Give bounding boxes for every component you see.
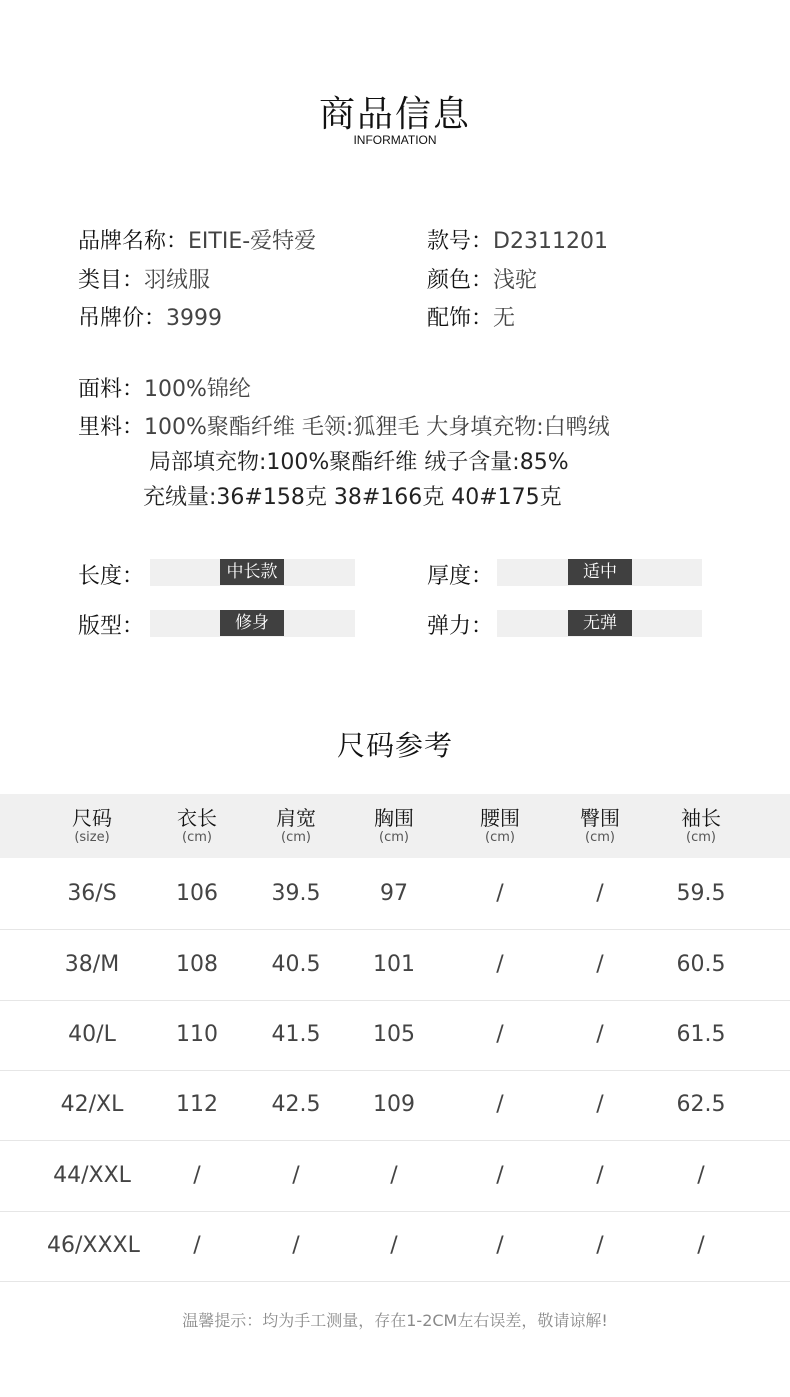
fit-label: 版型：	[78, 614, 145, 639]
size-table-header	[0, 794, 790, 858]
table-cell: 40.5	[271, 952, 321, 977]
table-cell: /	[292, 1233, 300, 1258]
page-subtitle: INFORMATION	[353, 133, 437, 147]
header-unit: (cm)	[379, 830, 409, 845]
table-cell: /	[596, 1092, 604, 1117]
color-value: 浅驼	[493, 268, 538, 293]
header-name: 腰围	[480, 806, 520, 830]
fabric-value: 100%锦纶	[144, 377, 251, 402]
size-chart-title: 尺码参考	[336, 729, 453, 762]
table-cell: 61.5	[676, 1022, 726, 1047]
table-cell: /	[496, 1233, 504, 1258]
table-cell: /	[496, 1163, 504, 1188]
table-row	[0, 859, 790, 930]
table-row	[0, 930, 790, 1001]
table-cell: 42/XL	[60, 1092, 124, 1117]
table-cell: /	[496, 881, 504, 906]
header-name: 肩宽	[276, 806, 316, 830]
table-cell: 39.5	[271, 881, 321, 906]
table-row	[0, 1070, 790, 1141]
lining-line-2: 局部填充物:100%聚酯纤维 绒子含量:85%	[149, 450, 569, 475]
table-cell: 59.5	[676, 881, 726, 906]
header-unit: (cm)	[281, 830, 311, 845]
category-value: 羽绒服	[144, 268, 211, 293]
price-label: 吊牌价：	[78, 306, 167, 331]
table-cell: 97	[380, 881, 408, 906]
header-sleeve	[656, 794, 746, 858]
table-cell: /	[697, 1163, 705, 1188]
header-size	[47, 794, 137, 858]
style-no-row	[427, 224, 608, 255]
header-unit: (size)	[74, 830, 110, 845]
brand-value: EITIE-爱特爱	[188, 229, 317, 254]
color-label: 颜色：	[427, 268, 494, 293]
page-title: 商品信息	[318, 94, 471, 135]
table-cell: 46/XXXL	[47, 1233, 140, 1258]
measurement-note: 温馨提示：均为手工测量，存在1-2CM左右误差，敬请谅解!	[182, 1311, 608, 1330]
lining-line-1: 100%聚酯纤维 毛领:狐狸毛 大身填充物:白鸭绒	[144, 415, 610, 440]
header-unit: (cm)	[485, 830, 515, 845]
accessory-row	[427, 301, 515, 332]
table-cell: /	[697, 1233, 705, 1258]
table-cell: /	[496, 952, 504, 977]
header-length	[152, 794, 242, 858]
category-label: 类目：	[78, 268, 145, 293]
table-cell: 105	[373, 1022, 415, 1047]
length-chip: 中长款	[220, 559, 284, 585]
accessory-value: 无	[493, 306, 516, 331]
style-no-label: 款号：	[427, 229, 494, 254]
table-cell: /	[496, 1092, 504, 1117]
lining-label: 里料：	[78, 415, 145, 440]
table-cell: 36/S	[67, 881, 117, 906]
table-cell: 44/XXL	[53, 1163, 131, 1188]
style-no-value: D2311201	[493, 229, 608, 254]
table-cell: /	[390, 1163, 398, 1188]
table-cell: 41.5	[271, 1022, 321, 1047]
table-cell: 108	[176, 952, 218, 977]
header-name: 袖长	[681, 806, 721, 830]
header-waist	[455, 794, 545, 858]
header-shoulder	[251, 794, 341, 858]
thickness-bar	[497, 559, 702, 586]
header-name: 尺码	[72, 806, 112, 830]
fabric-row	[78, 372, 251, 403]
table-cell: /	[292, 1163, 300, 1188]
table-cell: 40/L	[68, 1022, 116, 1047]
accessory-label: 配饰：	[427, 306, 494, 331]
color-row	[427, 263, 537, 294]
table-cell: /	[193, 1233, 201, 1258]
lining-row	[78, 410, 610, 441]
elasticity-chip: 无弹	[568, 610, 632, 636]
table-cell: 60.5	[676, 952, 726, 977]
brand-row	[78, 224, 316, 255]
elasticity-label: 弹力：	[427, 614, 494, 639]
elasticity-bar	[497, 610, 702, 637]
price-row	[78, 301, 222, 332]
fit-bar	[150, 610, 355, 637]
table-row	[0, 1000, 790, 1071]
table-cell: /	[596, 1163, 604, 1188]
table-cell: 109	[373, 1092, 415, 1117]
header-name: 胸围	[374, 806, 414, 830]
header-unit: (cm)	[585, 830, 615, 845]
table-row	[0, 1211, 790, 1282]
header-name: 臀围	[580, 806, 620, 830]
table-cell: 38/M	[64, 952, 120, 977]
lining-line-3: 充绒量:36#158克 38#166克 40#175克	[143, 485, 562, 510]
table-cell: /	[496, 1022, 504, 1047]
brand-label: 品牌名称：	[78, 229, 189, 254]
header-name: 衣长	[177, 806, 217, 830]
length-label: 长度：	[78, 564, 145, 589]
header-unit: (cm)	[686, 830, 716, 845]
price-value: 3999	[166, 306, 223, 331]
table-cell: /	[390, 1233, 398, 1258]
table-cell: 112	[176, 1092, 218, 1117]
table-cell: 62.5	[676, 1092, 726, 1117]
table-row	[0, 1141, 790, 1212]
table-cell: /	[596, 881, 604, 906]
table-cell: 42.5	[271, 1092, 321, 1117]
table-cell: /	[596, 1233, 604, 1258]
category-row	[78, 263, 210, 294]
table-cell: 110	[176, 1022, 218, 1047]
thickness-label: 厚度：	[427, 564, 494, 589]
table-cell: /	[193, 1163, 201, 1188]
header-hip	[555, 794, 645, 858]
header-unit: (cm)	[182, 830, 212, 845]
fit-chip: 修身	[220, 610, 284, 636]
table-cell: 101	[373, 952, 415, 977]
table-cell: /	[596, 1022, 604, 1047]
header-chest	[349, 794, 439, 858]
length-bar	[150, 559, 355, 586]
fabric-label: 面料：	[78, 377, 145, 402]
thickness-chip: 适中	[568, 559, 632, 585]
table-cell: 106	[176, 881, 218, 906]
table-cell: /	[596, 952, 604, 977]
